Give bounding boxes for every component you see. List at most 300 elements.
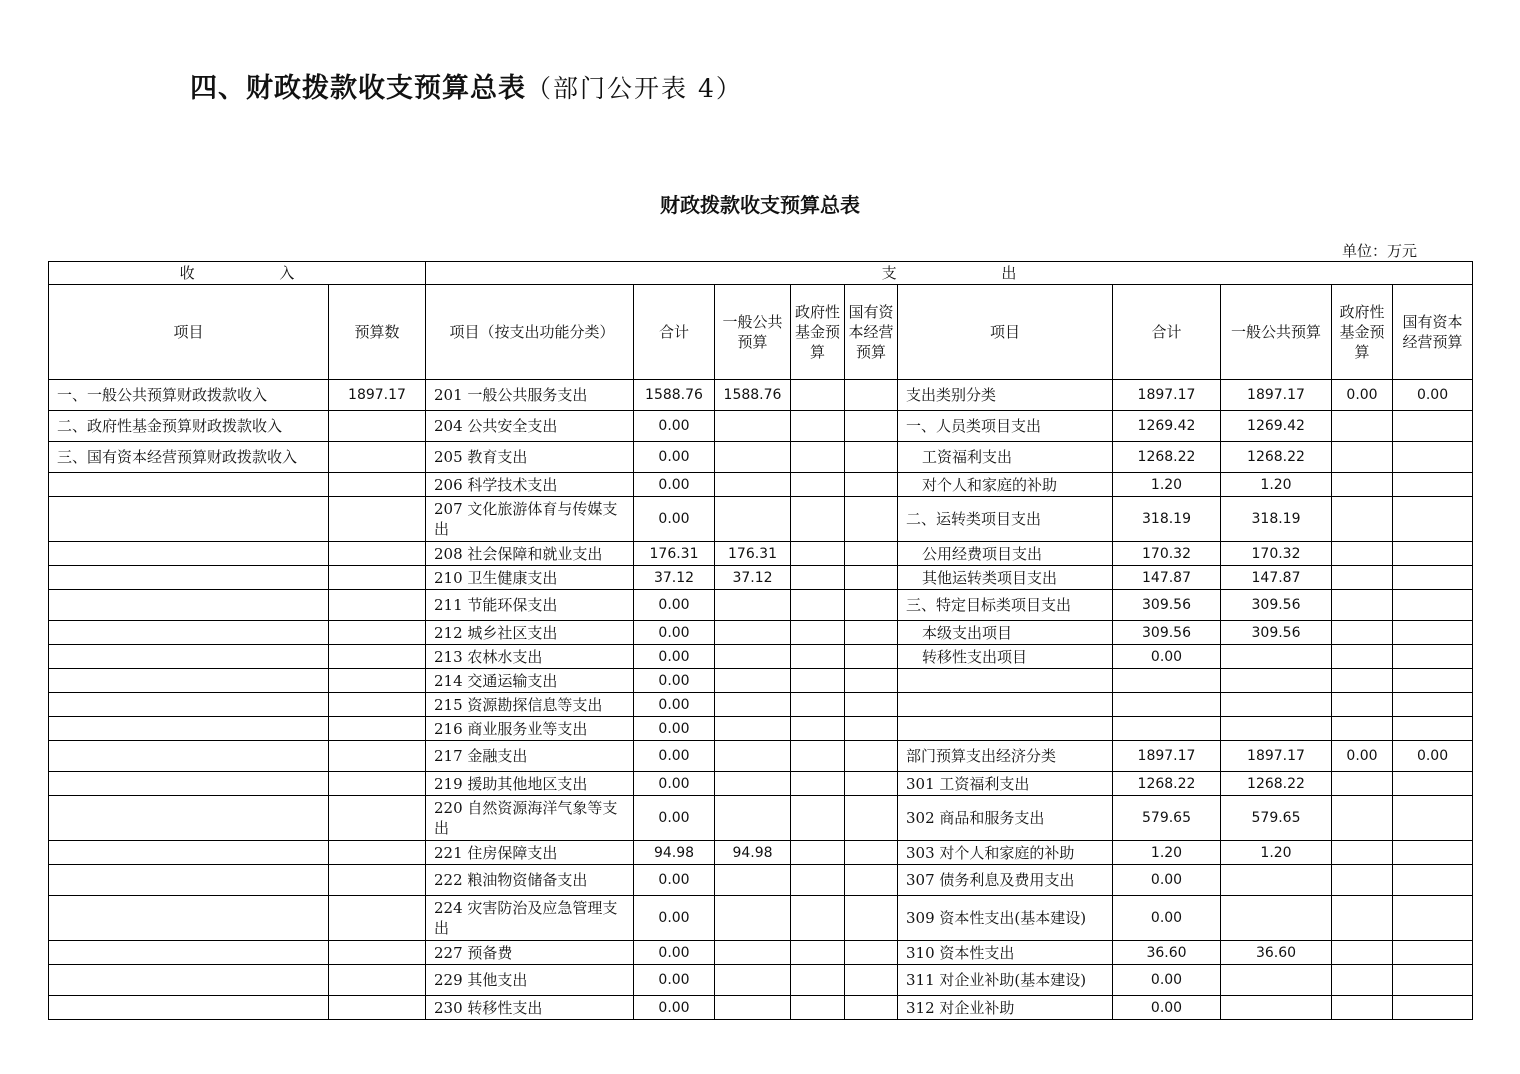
table-cell: 0.00 <box>1113 996 1221 1020</box>
table-cell: 204 公共安全支出 <box>426 411 634 442</box>
table-row <box>49 442 1473 473</box>
table-cell <box>1332 411 1393 442</box>
table-cell: 1.20 <box>1221 473 1332 497</box>
table-cell: 对个人和家庭的补助 <box>898 473 1113 497</box>
table-cell: 1269.42 <box>1221 411 1332 442</box>
table-cell <box>49 841 329 865</box>
table-cell: 310 资本性支出 <box>898 941 1113 965</box>
table-cell: 230 转移性支出 <box>426 996 634 1020</box>
table-cell <box>1393 645 1473 669</box>
table-cell <box>329 796 426 841</box>
table-cell <box>329 772 426 796</box>
table-cell: 222 粮油物资储备支出 <box>426 865 634 896</box>
table-cell: 311 对企业补助(基本建设) <box>898 965 1113 996</box>
table-cell <box>1332 772 1393 796</box>
table-cell: 1268.22 <box>1113 772 1221 796</box>
table-cell: 212 城乡社区支出 <box>426 621 634 645</box>
table-cell: 0.00 <box>634 693 715 717</box>
table-cell <box>715 741 791 772</box>
table-cell <box>1393 896 1473 941</box>
table-cell <box>329 669 426 693</box>
table-cell <box>1221 865 1332 896</box>
table-cell <box>715 717 791 741</box>
table-cell: 转移性支出项目 <box>898 645 1113 669</box>
table-cell: 其他运转类项目支出 <box>898 566 1113 590</box>
table-cell <box>1332 645 1393 669</box>
table-cell <box>329 542 426 566</box>
table-cell <box>715 996 791 1020</box>
table-cell <box>1393 542 1473 566</box>
expense-group-header: 支 出 <box>426 262 1473 285</box>
table-cell <box>329 566 426 590</box>
table-cell: 302 商品和服务支出 <box>898 796 1113 841</box>
table-cell <box>898 669 1113 693</box>
table-cell <box>791 965 845 996</box>
table-cell: 170.32 <box>1221 542 1332 566</box>
table-row <box>49 841 1473 865</box>
table-cell <box>1393 497 1473 542</box>
table-cell: 579.65 <box>1221 796 1332 841</box>
table-cell: 215 资源勘探信息等支出 <box>426 693 634 717</box>
table-cell: 本级支出项目 <box>898 621 1113 645</box>
table-cell <box>1332 896 1393 941</box>
table-row <box>49 796 1473 841</box>
table-cell <box>329 741 426 772</box>
table-cell <box>49 717 329 741</box>
table-cell: 1268.22 <box>1113 442 1221 473</box>
table-cell <box>49 669 329 693</box>
table-cell <box>49 590 329 621</box>
table-cell <box>49 497 329 542</box>
table-cell <box>1393 796 1473 841</box>
table-cell: 207 文化旅游体育与传媒支出 <box>426 497 634 542</box>
table-cell <box>329 717 426 741</box>
table-row <box>49 542 1473 566</box>
budget-table-body <box>49 262 1473 1020</box>
table-cell: 318.19 <box>1113 497 1221 542</box>
table-row <box>49 380 1473 411</box>
table-cell <box>1332 473 1393 497</box>
table-cell: 1588.76 <box>634 380 715 411</box>
table-cell: 二、政府性基金预算财政拨款收入 <box>49 411 329 442</box>
table-row <box>49 566 1473 590</box>
table-cell <box>845 896 898 941</box>
table-cell: 支出类别分类 <box>898 380 1113 411</box>
table-cell: 220 自然资源海洋气象等支出 <box>426 796 634 841</box>
table-cell <box>845 497 898 542</box>
table-cell: 一、一般公共预算财政拨款收入 <box>49 380 329 411</box>
table-cell <box>715 497 791 542</box>
table-cell: 0.00 <box>1113 896 1221 941</box>
table-row <box>49 896 1473 941</box>
table-cell <box>1221 896 1332 941</box>
column-header-row <box>49 285 1473 380</box>
table-cell <box>1393 621 1473 645</box>
col-header-income-item: 项目 <box>49 285 329 380</box>
table-cell <box>791 442 845 473</box>
table-cell <box>1393 941 1473 965</box>
table-row <box>49 669 1473 693</box>
table-cell: 0.00 <box>1332 380 1393 411</box>
table-cell <box>329 841 426 865</box>
col-header-category-item: 项目 <box>898 285 1113 380</box>
table-cell: 0.00 <box>1113 865 1221 896</box>
table-cell: 219 援助其他地区支出 <box>426 772 634 796</box>
table-cell <box>791 796 845 841</box>
table-cell <box>329 941 426 965</box>
table-cell: 0.00 <box>634 717 715 741</box>
col-header-function-item: 项目（按支出功能分类） <box>426 285 634 380</box>
table-cell <box>791 621 845 645</box>
table-cell <box>1332 542 1393 566</box>
table-cell <box>329 411 426 442</box>
table-cell: 1268.22 <box>1221 442 1332 473</box>
table-cell: 309.56 <box>1221 621 1332 645</box>
page-heading-sub: （部门公开表 4） <box>526 74 743 103</box>
table-cell <box>845 542 898 566</box>
table-cell <box>845 741 898 772</box>
table-cell: 309.56 <box>1113 590 1221 621</box>
table-cell: 94.98 <box>634 841 715 865</box>
table-cell <box>329 590 426 621</box>
table-cell: 37.12 <box>634 566 715 590</box>
table-cell <box>1332 841 1393 865</box>
table-cell: 0.00 <box>634 442 715 473</box>
table-cell: 三、国有资本经营预算财政拨款收入 <box>49 442 329 473</box>
table-cell <box>1332 621 1393 645</box>
table-cell <box>1393 566 1473 590</box>
table-cell <box>1221 693 1332 717</box>
table-cell <box>1393 865 1473 896</box>
table-cell <box>715 411 791 442</box>
table-row <box>49 411 1473 442</box>
table-cell: 0.00 <box>634 621 715 645</box>
table-cell: 三、特定目标类项目支出 <box>898 590 1113 621</box>
table-cell <box>845 717 898 741</box>
table-cell: 206 科学技术支出 <box>426 473 634 497</box>
col-header-category-total: 合计 <box>1113 285 1221 380</box>
table-cell: 309.56 <box>1221 590 1332 621</box>
table-cell <box>845 796 898 841</box>
table-cell: 94.98 <box>715 841 791 865</box>
table-cell <box>845 442 898 473</box>
col-header-function-fund: 政府性基金预算 <box>791 285 845 380</box>
table-cell <box>49 941 329 965</box>
table-cell <box>1332 796 1393 841</box>
table-cell <box>791 542 845 566</box>
table-cell <box>845 865 898 896</box>
table-cell <box>329 693 426 717</box>
table-cell: 0.00 <box>634 590 715 621</box>
table-cell <box>791 896 845 941</box>
table-cell <box>845 621 898 645</box>
table-cell: 0.00 <box>634 996 715 1020</box>
table-cell: 0.00 <box>634 497 715 542</box>
col-header-category-fund: 政府性基金预算 <box>1332 285 1393 380</box>
table-cell <box>1221 645 1332 669</box>
table-cell: 1269.42 <box>1113 411 1221 442</box>
table-cell <box>791 741 845 772</box>
table-cell <box>791 590 845 621</box>
table-cell: 201 一般公共服务支出 <box>426 380 634 411</box>
table-cell: 307 债务利息及费用支出 <box>898 865 1113 896</box>
table-cell <box>1113 717 1221 741</box>
table-cell <box>49 693 329 717</box>
table-cell: 1897.17 <box>1221 741 1332 772</box>
table-row <box>49 590 1473 621</box>
table-cell <box>49 645 329 669</box>
table-cell <box>1393 590 1473 621</box>
table-cell: 0.00 <box>634 645 715 669</box>
page-heading <box>190 66 743 105</box>
table-cell <box>49 473 329 497</box>
table-cell <box>845 669 898 693</box>
table-cell: 36.60 <box>1221 941 1332 965</box>
table-cell <box>845 590 898 621</box>
table-cell: 1897.17 <box>329 380 426 411</box>
table-cell: 0.00 <box>634 772 715 796</box>
table-cell <box>845 645 898 669</box>
table-cell <box>1393 669 1473 693</box>
table-cell: 227 预备费 <box>426 941 634 965</box>
table-cell <box>49 865 329 896</box>
table-row <box>49 996 1473 1020</box>
table-cell <box>791 645 845 669</box>
table-cell: 1.20 <box>1221 841 1332 865</box>
table-cell <box>845 965 898 996</box>
table-cell <box>1332 717 1393 741</box>
table-cell <box>1393 693 1473 717</box>
table-cell <box>329 473 426 497</box>
table-cell <box>791 411 845 442</box>
table-cell <box>715 473 791 497</box>
table-cell <box>715 896 791 941</box>
col-header-category-general: 一般公共预算 <box>1221 285 1332 380</box>
table-cell <box>1221 996 1332 1020</box>
table-cell <box>845 566 898 590</box>
table-cell: 1268.22 <box>1221 772 1332 796</box>
table-cell <box>329 896 426 941</box>
table-title: 财政拨款收支预算总表 <box>660 193 860 217</box>
table-cell <box>1393 473 1473 497</box>
table-cell: 0.00 <box>1393 741 1473 772</box>
table-row <box>49 473 1473 497</box>
table-cell <box>898 693 1113 717</box>
table-row <box>49 693 1473 717</box>
group-header-row <box>49 262 1473 285</box>
table-cell <box>791 566 845 590</box>
table-row <box>49 941 1473 965</box>
table-cell <box>715 796 791 841</box>
table-cell <box>1113 693 1221 717</box>
table-cell <box>845 380 898 411</box>
table-cell: 147.87 <box>1113 566 1221 590</box>
income-group-header: 收 入 <box>49 262 426 285</box>
table-cell: 0.00 <box>634 865 715 896</box>
table-cell: 0.00 <box>634 741 715 772</box>
table-cell <box>1332 566 1393 590</box>
table-cell: 170.32 <box>1113 542 1221 566</box>
table-cell: 工资福利支出 <box>898 442 1113 473</box>
table-cell <box>1332 497 1393 542</box>
table-cell <box>791 841 845 865</box>
table-cell: 一、人员类项目支出 <box>898 411 1113 442</box>
table-cell <box>715 645 791 669</box>
table-cell: 221 住房保障支出 <box>426 841 634 865</box>
table-cell <box>49 741 329 772</box>
table-row <box>49 497 1473 542</box>
table-cell <box>1393 996 1473 1020</box>
table-cell <box>329 621 426 645</box>
table-cell <box>49 566 329 590</box>
table-cell: 0.00 <box>1332 741 1393 772</box>
table-row <box>49 717 1473 741</box>
table-cell <box>1393 965 1473 996</box>
table-cell: 公用经费项目支出 <box>898 542 1113 566</box>
table-cell: 301 工资福利支出 <box>898 772 1113 796</box>
table-cell <box>1393 772 1473 796</box>
table-cell <box>791 941 845 965</box>
table-cell: 0.00 <box>1113 645 1221 669</box>
table-cell: 1.20 <box>1113 841 1221 865</box>
col-header-function-state-capital: 国有资本经营预算 <box>845 285 898 380</box>
table-cell <box>49 772 329 796</box>
table-cell: 579.65 <box>1113 796 1221 841</box>
table-cell <box>1113 669 1221 693</box>
table-cell <box>1332 941 1393 965</box>
table-cell <box>1393 411 1473 442</box>
table-cell <box>845 772 898 796</box>
table-cell: 1.20 <box>1113 473 1221 497</box>
table-cell: 147.87 <box>1221 566 1332 590</box>
table-cell: 309.56 <box>1113 621 1221 645</box>
table-cell: 0.00 <box>634 473 715 497</box>
table-cell <box>791 717 845 741</box>
table-row <box>49 865 1473 896</box>
table-cell <box>791 996 845 1020</box>
table-cell <box>1393 841 1473 865</box>
table-cell <box>845 841 898 865</box>
table-cell: 0.00 <box>634 796 715 841</box>
table-cell: 0.00 <box>634 965 715 996</box>
table-cell <box>49 542 329 566</box>
table-cell: 0.00 <box>1113 965 1221 996</box>
table-cell <box>329 442 426 473</box>
table-row <box>49 621 1473 645</box>
table-cell <box>845 941 898 965</box>
table-cell <box>715 965 791 996</box>
table-cell <box>791 772 845 796</box>
budget-table <box>48 261 1473 1020</box>
table-cell: 213 农林水支出 <box>426 645 634 669</box>
table-cell <box>1332 669 1393 693</box>
table-cell: 1897.17 <box>1221 380 1332 411</box>
table-cell <box>715 621 791 645</box>
table-cell: 0.00 <box>634 896 715 941</box>
table-cell: 0.00 <box>634 411 715 442</box>
table-cell <box>49 965 329 996</box>
col-header-category-state-capital: 国有资本经营预算 <box>1393 285 1473 380</box>
table-cell <box>791 693 845 717</box>
table-cell: 1897.17 <box>1113 380 1221 411</box>
table-cell <box>715 442 791 473</box>
table-cell: 210 卫生健康支出 <box>426 566 634 590</box>
table-cell <box>845 996 898 1020</box>
table-cell <box>1332 590 1393 621</box>
table-cell: 312 对企业补助 <box>898 996 1113 1020</box>
table-cell <box>791 380 845 411</box>
table-cell <box>715 772 791 796</box>
table-cell <box>845 693 898 717</box>
table-cell: 0.00 <box>634 669 715 693</box>
table-cell <box>715 590 791 621</box>
table-cell <box>845 473 898 497</box>
table-cell <box>791 669 845 693</box>
table-cell <box>1332 996 1393 1020</box>
table-cell: 303 对个人和家庭的补助 <box>898 841 1113 865</box>
table-cell <box>1332 693 1393 717</box>
page-heading-main: 四、财政拨款收支预算总表 <box>190 73 526 104</box>
table-cell: 224 灾害防治及应急管理支出 <box>426 896 634 941</box>
table-cell <box>329 497 426 542</box>
table-cell <box>1221 717 1332 741</box>
table-cell: 216 商业服务业等支出 <box>426 717 634 741</box>
table-cell: 37.12 <box>715 566 791 590</box>
table-cell <box>329 965 426 996</box>
table-cell <box>329 865 426 896</box>
table-cell <box>715 865 791 896</box>
table-cell <box>845 411 898 442</box>
col-header-function-general: 一般公共预算 <box>715 285 791 380</box>
unit-label: 单位：万元 <box>1342 242 1418 260</box>
table-cell: 176.31 <box>634 542 715 566</box>
table-cell: 1897.17 <box>1113 741 1221 772</box>
table-cell: 211 节能环保支出 <box>426 590 634 621</box>
table-cell <box>329 645 426 669</box>
table-cell <box>49 996 329 1020</box>
table-cell <box>715 693 791 717</box>
table-cell: 36.60 <box>1113 941 1221 965</box>
table-cell <box>49 896 329 941</box>
table-cell: 318.19 <box>1221 497 1332 542</box>
table-cell <box>898 717 1113 741</box>
table-cell <box>715 669 791 693</box>
table-cell: 309 资本性支出(基本建设) <box>898 896 1113 941</box>
table-cell <box>1393 717 1473 741</box>
col-header-function-total: 合计 <box>634 285 715 380</box>
table-cell: 部门预算支出经济分类 <box>898 741 1113 772</box>
table-cell <box>715 941 791 965</box>
table-cell: 二、运转类项目支出 <box>898 497 1113 542</box>
table-cell: 217 金融支出 <box>426 741 634 772</box>
table-cell <box>791 473 845 497</box>
table-cell <box>1332 865 1393 896</box>
table-cell: 0.00 <box>1393 380 1473 411</box>
table-cell <box>49 796 329 841</box>
table-row <box>49 965 1473 996</box>
table-row <box>49 645 1473 669</box>
table-cell: 205 教育支出 <box>426 442 634 473</box>
table-row <box>49 772 1473 796</box>
table-cell <box>1332 442 1393 473</box>
table-cell <box>1221 669 1332 693</box>
table-cell: 214 交通运输支出 <box>426 669 634 693</box>
table-cell: 229 其他支出 <box>426 965 634 996</box>
col-header-income-amount: 预算数 <box>329 285 426 380</box>
table-cell <box>791 497 845 542</box>
table-cell: 0.00 <box>634 941 715 965</box>
table-cell <box>1221 965 1332 996</box>
